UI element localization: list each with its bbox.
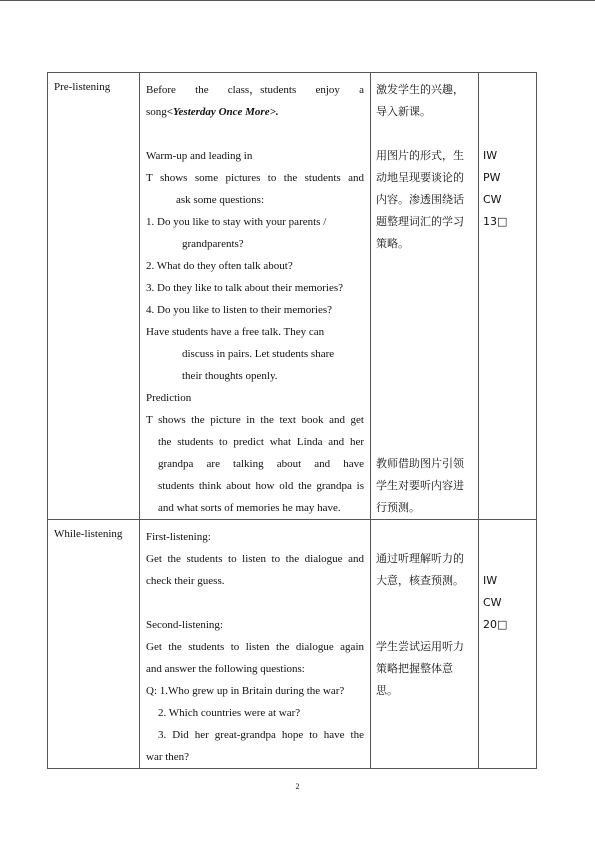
activity-line: First-listening: bbox=[146, 531, 211, 543]
interaction-cell bbox=[479, 73, 537, 520]
intro-line bbox=[146, 79, 364, 101]
activity-line: 2. What do they often talk about? bbox=[146, 260, 293, 272]
interaction-mode: PW bbox=[483, 171, 501, 184]
activity-line: Prediction bbox=[146, 392, 192, 404]
purpose-line: 用图片的形式，生 bbox=[376, 149, 464, 162]
intro-word: the bbox=[195, 84, 209, 96]
activity-line: 3. Do they like to talk about their memories? bbox=[146, 282, 344, 294]
lesson-plan-table bbox=[47, 72, 537, 769]
activity-line: Have students have a free talk. They can bbox=[146, 326, 325, 338]
stage-cell bbox=[48, 520, 140, 769]
stage-label: While-listening bbox=[54, 528, 123, 540]
song-prefix: song bbox=[146, 106, 167, 118]
intro-word: class，students bbox=[227, 84, 297, 96]
interaction-mode: CW bbox=[483, 596, 502, 609]
interaction-cell bbox=[479, 520, 537, 769]
activity-line: war then? bbox=[146, 751, 190, 763]
activity-line: and answer the following questions: bbox=[146, 663, 305, 675]
interaction-mode: CW bbox=[483, 193, 502, 206]
activity-line: grandparents? bbox=[182, 238, 244, 250]
song-line bbox=[146, 101, 364, 123]
activity-line: Get the students to listen to the dialogue and bbox=[146, 553, 364, 565]
table-row-while-listening bbox=[48, 520, 537, 769]
header-rule bbox=[0, 0, 595, 1]
purpose-cell bbox=[371, 520, 479, 769]
activity-line: and what sorts of memories he may have. bbox=[158, 502, 341, 514]
activity-line: T shows some pictures to the students and bbox=[146, 172, 364, 184]
activity-line: students think about how old the grandpa is bbox=[158, 480, 364, 492]
purpose-line: 激发学生的兴趣， bbox=[376, 83, 464, 96]
time-minutes: 13□ bbox=[483, 215, 508, 228]
activity-line: 4. Do you like to listen to their memories? bbox=[146, 304, 333, 316]
purpose-line: 策略。 bbox=[376, 237, 409, 250]
table-row-pre-listening bbox=[48, 73, 537, 520]
purpose-line: 动地呈现要谈论的 bbox=[376, 171, 464, 184]
activity-cell bbox=[140, 73, 371, 520]
activity-line: 1. Do you like to stay with your parents / bbox=[146, 216, 327, 228]
activity-line: ask some questions: bbox=[176, 194, 264, 206]
intro-word: Before bbox=[146, 84, 176, 96]
purpose-line: 策略把握整体意 bbox=[376, 662, 453, 675]
purpose-line: 导入新课。 bbox=[376, 105, 431, 118]
activity-line: Warm-up and leading in bbox=[146, 150, 253, 162]
activity-line: the students to predict what Linda and her bbox=[158, 436, 364, 448]
purpose-cell bbox=[371, 73, 479, 520]
purpose-line: 学生对要听内容进 bbox=[376, 479, 464, 492]
purpose-line: 教师借助图片引领 bbox=[376, 457, 464, 470]
activity-line: Second-listening: bbox=[146, 619, 223, 631]
purpose-line: 大意，核查预测。 bbox=[376, 574, 464, 587]
activity-line: 3. Did her great-grandpa hope to have the bbox=[158, 729, 364, 741]
purpose-line: 思。 bbox=[376, 684, 398, 697]
activity-line: Q: 1.Who grew up in Britain during the war? bbox=[146, 685, 345, 697]
activity-line: check their guess. bbox=[146, 575, 225, 587]
purpose-line: 学生尝试运用听力 bbox=[376, 640, 464, 653]
stage-cell bbox=[48, 73, 140, 520]
purpose-line: 行预测。 bbox=[376, 501, 420, 514]
stage-label: Pre-listening bbox=[54, 81, 111, 93]
purpose-line: 通过听理解听力的 bbox=[376, 552, 464, 565]
interaction-mode: IW bbox=[483, 149, 498, 162]
purpose-line: 题整理词汇的学习 bbox=[376, 215, 464, 228]
activity-line: grandpa are talking about and have bbox=[158, 458, 364, 470]
page-number: 2 bbox=[295, 782, 300, 791]
purpose-line: 内容。渗透围绕话 bbox=[376, 193, 464, 206]
activity-line: discuss in pairs. Let students share bbox=[182, 348, 335, 360]
intro-word: a bbox=[359, 84, 364, 96]
activity-cell bbox=[140, 520, 371, 769]
time-minutes: 20□ bbox=[483, 618, 508, 631]
activity-line: their thoughts openly. bbox=[182, 370, 278, 382]
interaction-mode: IW bbox=[483, 574, 498, 587]
intro-word: enjoy bbox=[315, 84, 340, 96]
activity-line: Get the students to listen the dialogue again bbox=[146, 641, 364, 653]
activity-line: T shows the picture in the text book and get bbox=[146, 414, 364, 426]
song-title: <Yesterday Once More>. bbox=[166, 106, 279, 118]
activity-line: 2. Which countries were at war? bbox=[158, 707, 301, 719]
